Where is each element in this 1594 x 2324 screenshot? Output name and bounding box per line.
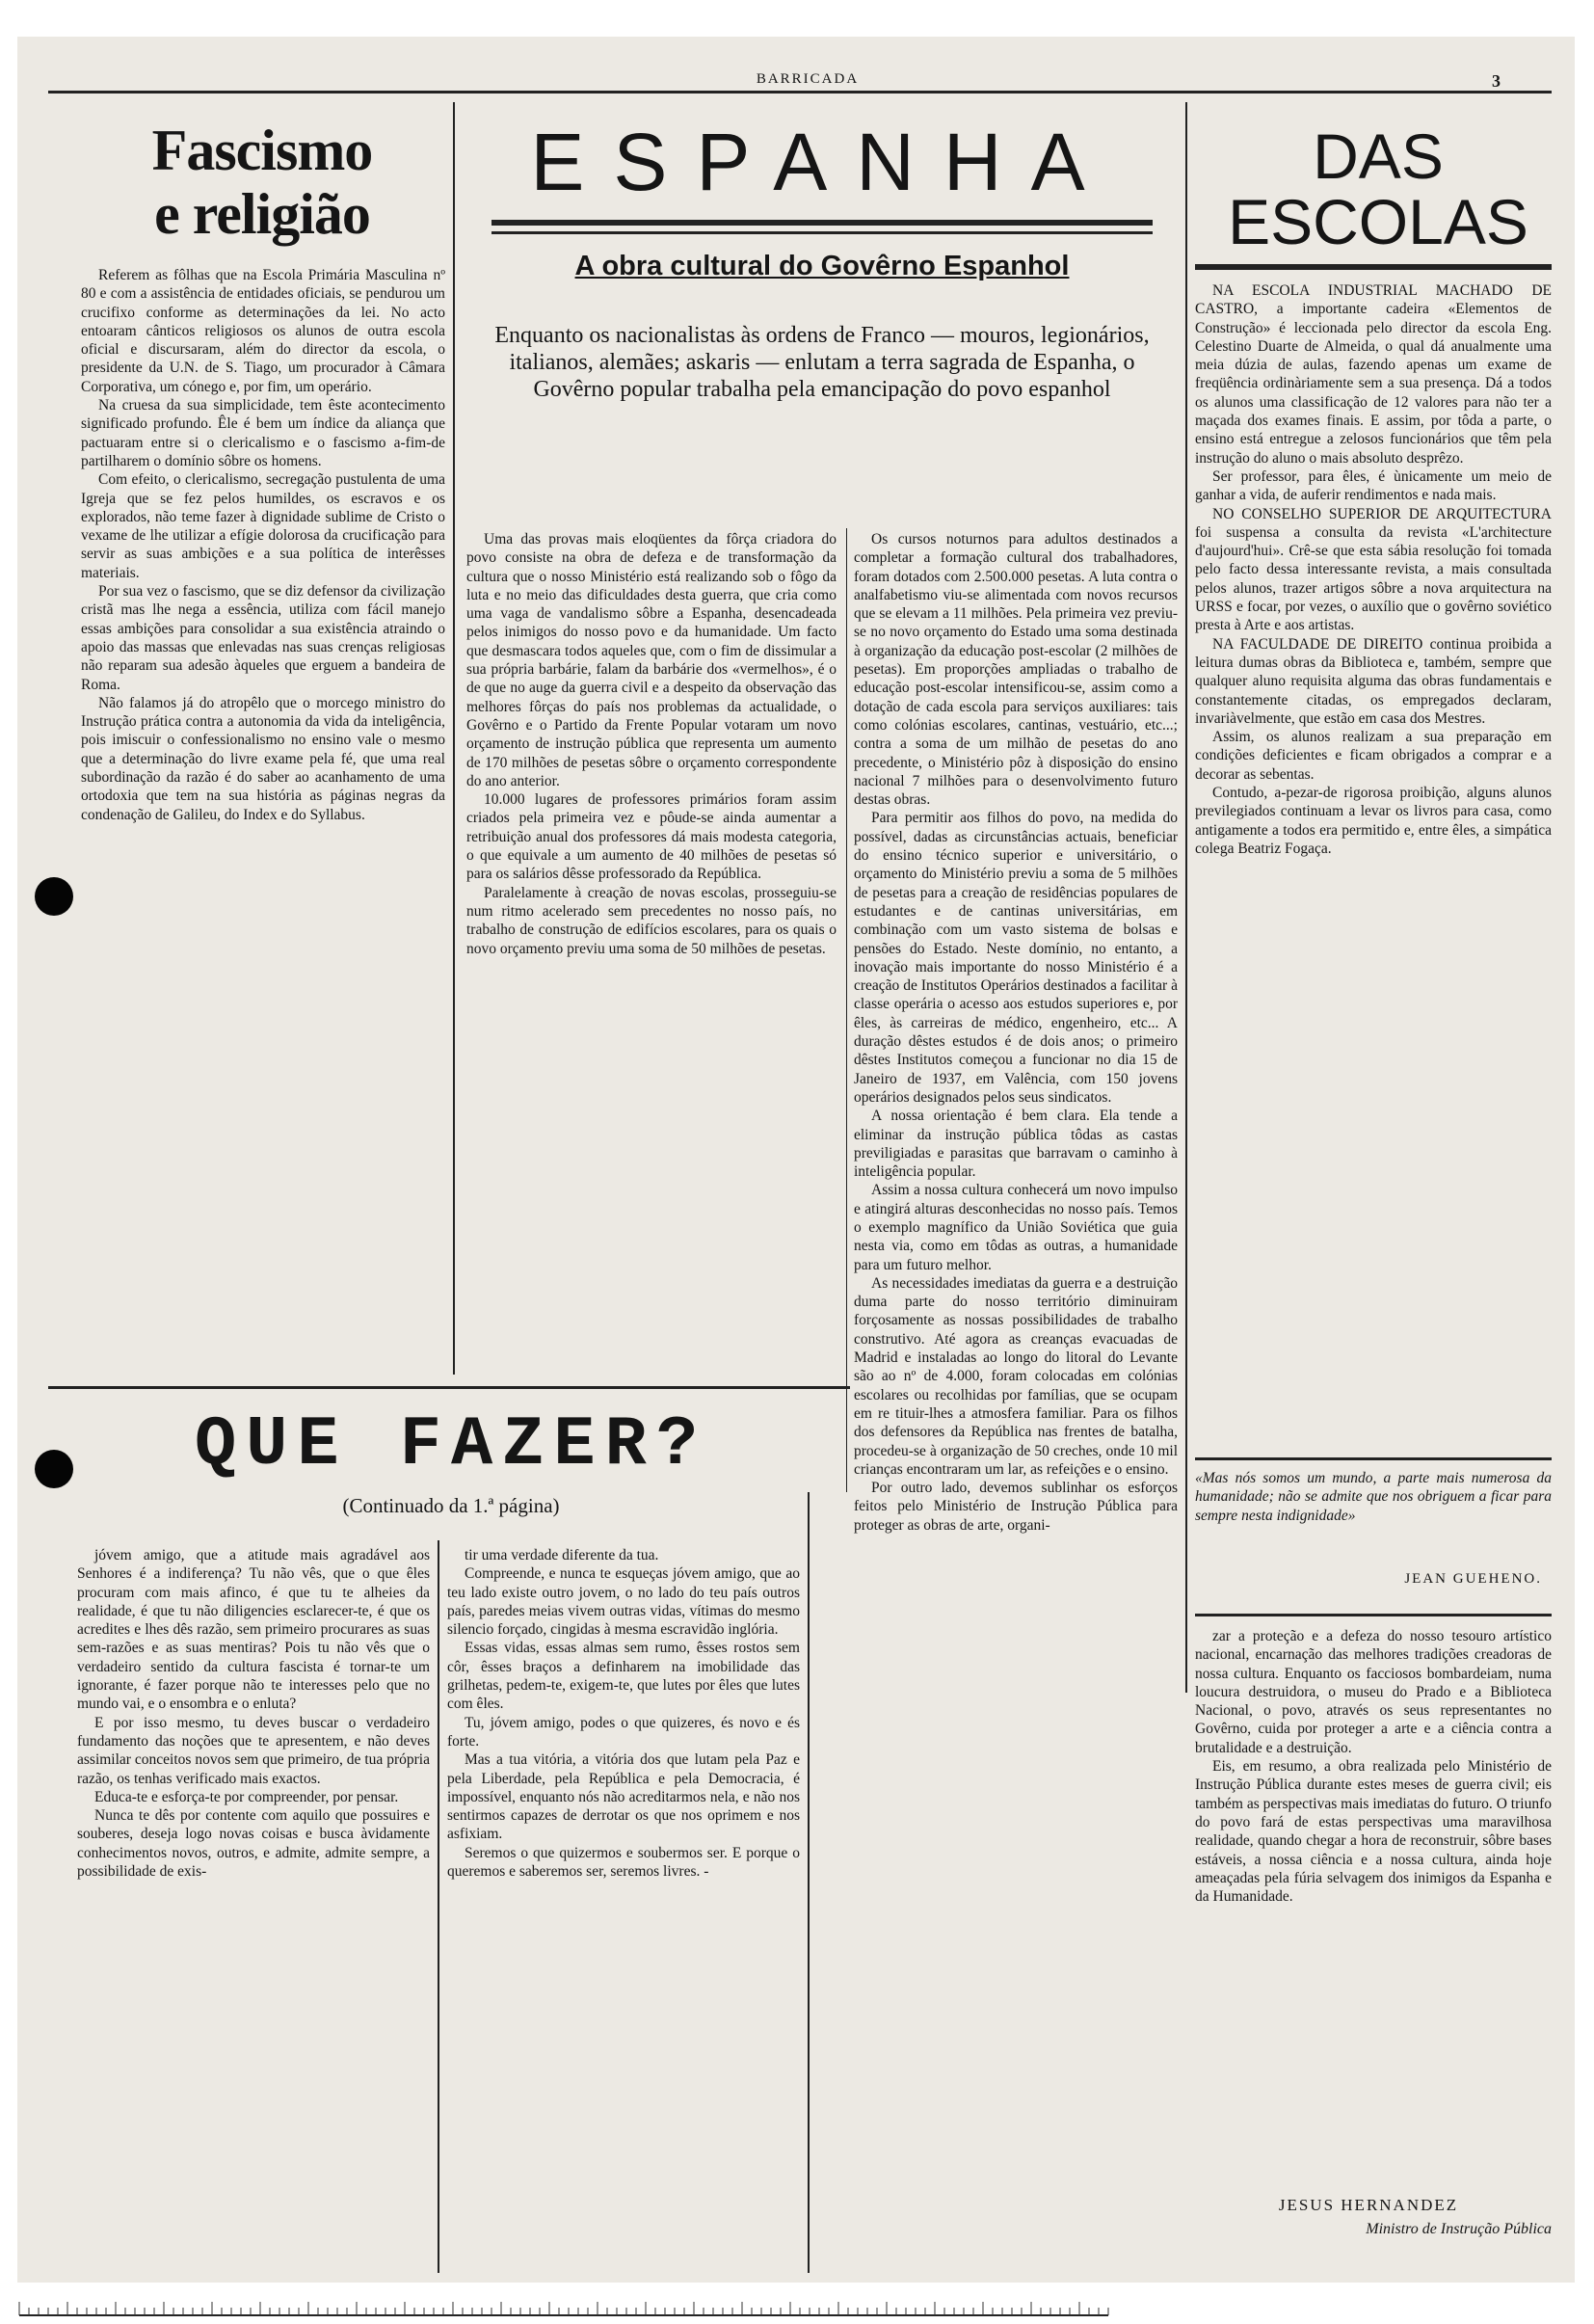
paragraph: Para permitir aos filhos do povo, na medida do possível, dadas as circunstâncias actuais, beneficiar do ensino técnico superior e universitário, o orçamento do Ministério previu a soma de 5 milhões de pesetas para a creação de residências populares de estudantes e de cantinas universitárias, em combinação com um vasto sistema de bolsas e pensões do Estado. Neste domínio, no entanto, a inovação mais importante do nosso Ministério é a creação de Institutos Operários destinados a facilitar à classe operária o acesso aos estudos superiores e, por êles, às carreiras de médico, engenheiro, etc... A duração dêstes estudos é de dois anos; o primeiro dêstes Institutos começou a funcionar no dia 15 de Janeiro de 1937, em Valência, com 150 jovens operários designados pelos seus sindicatos. (854, 810, 1178, 1106)
paragraph: Essas vidas, essas almas sem rumo, êsses rostos sem côr, êsses braços a definharem na imobilidade das grilhetas, pedem-te, exigem-te, que lutes por êles que lutes com êles. (447, 1640, 800, 1713)
fascismo-title-line2: e religião (154, 182, 370, 246)
fascismo-body (81, 266, 445, 1376)
paragraph: Assim a nossa cultura conhecerá um novo impulso e atingirá alturas desconhecidas no nosso país. Temos o exemplo magnífico da União Soviética que guia nesta via, como em tôdas as outras, a humanidade para um futuro melhor. (854, 1182, 1178, 1273)
section-rule (48, 1386, 850, 1389)
paragraph: zar a proteção e a defeza do nosso tesouro artístico nacional, encarnação das melhores tradições creadoras de nossa cultura. Enquanto os facciosos bombardeiam, numa loucura destruidora, o museu do Prado e a Biblioteca Nacional, o povo, através os seus representantes no Govêrno, cuida por proteger a arte e a ciência contra a brutalidade e a destruição. (1195, 1628, 1552, 1756)
newspaper-page (17, 37, 1575, 2283)
paragraph: Nunca te dês por contente com aquilo que possuires e souberes, deseja logo novas coisas e busca àvidamente conhecimentos novos, outros, e admite, admite sempre, a possibilidade de exis- (77, 1807, 430, 1881)
paragraph: Educa-te e esforça-te por compreender, por pensar. (94, 1788, 399, 1805)
paragraph: Assim, os alunos realizam a sua preparação em condições deficientes e ficam obrigados a comprar e a decorar as sebentas. (1195, 729, 1552, 783)
escolas-title-line1: DAS (1313, 120, 1444, 192)
column-rule (808, 1492, 810, 2273)
espanha-lead: Enquanto os nacionalistas às ordens de Franco — mouros, legionários, italianos, alemães; askaris — enlutam a terra sagrada de Espanha, o Govêrno popular trabalha pela emancipação do povo espanhol (494, 323, 1150, 402)
espanha-subtitle: A obra cultural do Govêrno Espanhol (574, 251, 1070, 281)
title-rule (491, 231, 1153, 234)
paragraph: tir uma verdade diferente da tua. (465, 1547, 659, 1563)
paragraph: Uma das provas mais eloqüentes da fôrça criadora do povo consiste na obra de defeza e de transformação da cultura que o nosso Ministério está realizando sob o fôgo da luta e no meio das dificuldades desta guerra, que cria como uma vaga de vandalismo sôbre a Espanha, desencadeada pelos inimigos do nosso povo e da humanidade. Um facto que desmascara todos aqueles que, com o fim de dissimular a sua própria barbárie, falam da barbárie dos «vermelhos», é o de que no auge da guerra civil e a despeito da observação das melhores fôrças do país nos problemas da actualidade, o Govêrno e o Partido da Frente Popular votaram um novo orçamento de instrução pública que representa um aumento de 170 milhões de pesetas sôbre o orçamento correspondente do ano anterior. (466, 531, 837, 789)
continued-note: (Continuado da 1.ª página) (342, 1494, 560, 1517)
espanha-title: ESPANHA (530, 117, 1114, 207)
que-fazer-col-left (77, 1546, 430, 2273)
que-fazer-col-right (447, 1546, 800, 2273)
column-rule (438, 1540, 439, 2273)
quote-author: JEAN GUEHENO. (1404, 1571, 1542, 1587)
fascismo-title-line1: Fascismo (151, 119, 373, 182)
escolas-title-line2: ESCOLAS (1228, 186, 1528, 257)
section-rule (1195, 1614, 1552, 1616)
paragraph: NA ESCOLA INDUSTRIAL MACHADO DE CASTRO, a importante cadeira «Elementos de Construção» é leccionada pelo director da escola Eng. Celestino Duarte de Almeida, o qual dá anualmente uma meia dúzia de aulas, fazendo apenas um exame de freqüência ordinàriamente sem a sua presença. Dá a todos os alunos uma classificação de 12 valores para não ter a maçada dos exames finais. E assim, por tôda a parte, o ensino está entregue a zelosos funcionários que têm pela instrução do aluno o mais absoluto desprêzo. (1195, 282, 1552, 467)
paragraph: Paralelamente à creação de novas escolas, prosseguiu-se num ritmo acelerado sem precedentes no nosso país, no trabalho de construção de edifícios escolares, para os quais o novo orçamento previu uma soma de 50 milhões de pesetas. (466, 884, 837, 957)
paragraph: NO CONSELHO SUPERIOR DE ARQUITECTURA foi suspensa a consulta da revista «L'architecture d'aujourd'hui». Crê-se que esta sábia resolução foi tomada pelo facto dessa interessante revista, a mais consultada pelos alunos, trazer artigos sôbre a nova arquitectura na URSS e focar, por vezes, o auxílio que o govêrno soviético presta à Arte e aos artistas. (1195, 505, 1552, 634)
column-rule (1185, 102, 1187, 1693)
header-title: BARRICADA (756, 71, 860, 87)
title-rule (491, 220, 1153, 226)
paragraph: Ser professor, para êles, é ùnicamente um meio de ganhar a vida, de auferir rendimentos e nada mais. (1195, 467, 1552, 504)
paragraph: Mas a tua vitória, a vitória dos que lutam pela Paz e pela Liberdade, pela República e pela Democracia, é impossível, enquanto nós não acreditarmos nela, e não nos sentirmos capazes de derrotar os que nos oprimem e nos asfixiam. (447, 1751, 800, 1843)
author-name: JESUS HERNANDEZ (1278, 2196, 1459, 2214)
paragraph: 10.000 lugares de professores primários foram assim criados pela primeira vez e pôude-se ainda aumentar a retribuição anual dos professores dá mais modesta categoria, o que equivale a um aumento de 40 milhões de pesetas só para os salários dêsse professorado da República. (466, 791, 837, 883)
punch-hole (35, 1450, 73, 1488)
paragraph: Tu, jóvem amigo, podes o que quizeres, és novo e és forte. (447, 1714, 800, 1750)
hernandez-body (1195, 1627, 1552, 2194)
paragraph: As necessidades imediatas da guerra e a destruição duma parte do nosso território diminuiram forçosamente as nossas possibilidades de trabalho construtivo. Até agora as creanças evacuadas de Madrid e instaladas ao longo do litoral do Levante são ao nº de 4.000, foram colocadas em colónias escolares ou recolhidas por famílias, que se ocupam em re tituir-lhes a atmosfera familiar. Para os filhos dos defensores da República nas frentes de batalha, procedeu-se à organização de 50 creches, onde 10 mil crianças encontraram um lar, as refeições e o ensino. (854, 1274, 1178, 1478)
paragraph: Contudo, a-pezar-de rigorosa proibição, alguns alunos previlegiados continuam a levar os livros para casa, como antigamente a todos era permitido e, entre êles, a simpática colega Beatriz Fogaça. (1195, 785, 1552, 857)
paragraph: jóvem amigo, que a atitude mais agradável aos Senhores é a indiferença? Tu não vês, que o que êles procuram com mais afinco, é que tu te alheies da realidade, é que tu não diligencies esclarecer-te, é que os acredites e lhes dês razão, sem primeiro procurares as suas sem-razões e as suas mentiras? Pois tu não vês que o verdadeiro sentido da cultura fascista é tornar-te um ignorante, é fazer porque não te interesses pelo que no mundo vai, e o ensombra e o enluta? (77, 1547, 430, 1713)
paragraph: Com efeito, o clericalismo, secregação pustulenta de uma Igreja que se fez pelos humildes, os escravos e os explorados, não teme fazer à dignidade sublime de Cristo o vexame de lhe utilizar a efígie dolorosa da crucificação para servir as suas ambições e a sua política de interêsses materiais. (81, 471, 445, 581)
paragraph: Por outro lado, devemos sublinhar os esforços feitos pelo Ministério de Instrução Pública para proteger as obras de arte, organi- (854, 1480, 1178, 1534)
paragraph: Seremos o que quizermos e soubermos ser. E porque o queremos e saberemos ser, seremos livres. - (447, 1844, 800, 1881)
punch-hole (35, 877, 73, 916)
paragraph: A nossa orientação é bem clara. Ela tende a eliminar da instrução pública tôdas as castas previligiadas e parasitas que barravam o caminho à inteligência popular. (854, 1108, 1178, 1181)
column-rule (453, 102, 455, 1375)
paragraph: Eis, em resumo, a obra realizada pelo Ministério de Instrução Pública durante estes meses de guerra civil; eis também as perspectivas mais imediatas do futuro. O triunfo do povo fará de estas perspectivas uma maravilhosa realidade, quando chegar a hora de reconstruir, sôbre bases estáveis, a nossa ciência e a nossa cultura, ainda hoje ameaçadas pela fúria selvagem dos inimigos da Espanha e da Humanidade. (1195, 1758, 1552, 1906)
paragraph: E por isso mesmo, tu deves buscar o verdadeiro fundamento das noções que te apresentem, e não deves assimilar conceitos novos sem que primeiro, de tua própria razão, os tenhas verificado mais exactos. (77, 1714, 430, 1787)
escolas-quote: «Mas nós somos um mundo, a parte mais numerosa da humanidade; não se admite que nos obriguem a ficar para sempre nesta indignidade» (1195, 1470, 1552, 1524)
title-rule (1195, 264, 1552, 270)
espanha-col-left (466, 530, 837, 1378)
que-fazer-title: QUE FAZER? (194, 1405, 708, 1484)
paragraph: Referem as fôlhas que na Escola Primária Masculina nº 80 e com a assistência de entidades oficiais, se pendurou um crucifixo conforme as determinações da lei. No acto entoaram cânticos religiosos os alunos de outra escola oficial e discursaram, além do director da escola, o presidente da U.N. de S. Tiago, um procurador à Câmara Corporativa, um cónego e, por fim, um operário. (81, 267, 445, 395)
header-rule (48, 91, 1552, 93)
paragraph: Na cruesa da sua simplicidade, tem êste acontecimento significado profundo. Êle é bem um índice da aliança que pactuaram entre si o clericalismo e o fascismo a-fim-de partilharem o domínio sôbre os homens. (81, 397, 445, 469)
espanha-col-right (854, 530, 1178, 2265)
scale-bar (0, 2296, 1594, 2319)
paragraph: Não falamos já do atropêlo que o morcego ministro do Instrução prática contra a autonomia da vida da inteligência, pois imiscuir o confessionalismo no ensino vale o mesmo que a determinação do livre exame pela fé, que uma real subordinação da razão é do saber ao acanhamento de uma ortodoxia que tem na sua história as páginas negras da condenação de Galileu, do Index e do Syllabus. (81, 694, 445, 823)
escolas-body (1195, 281, 1552, 1465)
paragraph: Por sua vez o fascismo, que se diz defensor da civilização cristã mas lhe nega a essência, utiliza com fácil manejo essas ambições para consolidar a sua existência atraindo o apoio das massas que enlevadas nas suas crenças religiosas não reparam sua adesão àqueles que erguem a bandeira de Roma. (81, 583, 445, 693)
paragraph: Os cursos noturnos para adultos destinados a completar a formação cultural dos trabalhadores, foram dotados com 2.500.000 pesetas. A luta contra o analfabetismo viu-se alimentada com novos recursos que se elevam a 11 milhões. Pela primeira vez previu-se no novo orçamento do Estado uma soma destinada à organização da educação post-escolar (2 milhões de pesetas). Em proporções ampliadas o trabalho de educação post-escolar intensificou-se, assim como a dotação de cada escola para serviços auxiliares: tais como colónias escolares, cantinas, vestuário, etc...; contra a soma de um milhão de pesetas do ano precedente, o Ministério pôz à disposição do ensino nacional 7 milhões para o desenvolvimento futuro destas obras. (854, 531, 1178, 809)
paragraph: NA FACULDADE DE DIREITO continua proibida a leitura dumas obras da Biblioteca e, também, sempre que qualquer aluno requisita alguma das obras fundamentais e constantemente citadas, os empregados declaram, invariàvelmente, que estão em casa dos Mestres. (1195, 635, 1552, 727)
quote-rule (1195, 1457, 1552, 1460)
page-number: 3 (1492, 71, 1501, 91)
paragraph: Compreende, e nunca te esqueças jóvem amigo, que ao teu lado existe outro jovem, o no lado do teu país outros país, paredes meias vivem outras vidas, vítimas do mesmo silencio forçado, cingidas à mesma escravidão inglória. (447, 1565, 800, 1639)
author-role: Ministro de Instrução Pública (1366, 2221, 1552, 2237)
column-rule (846, 528, 847, 1492)
